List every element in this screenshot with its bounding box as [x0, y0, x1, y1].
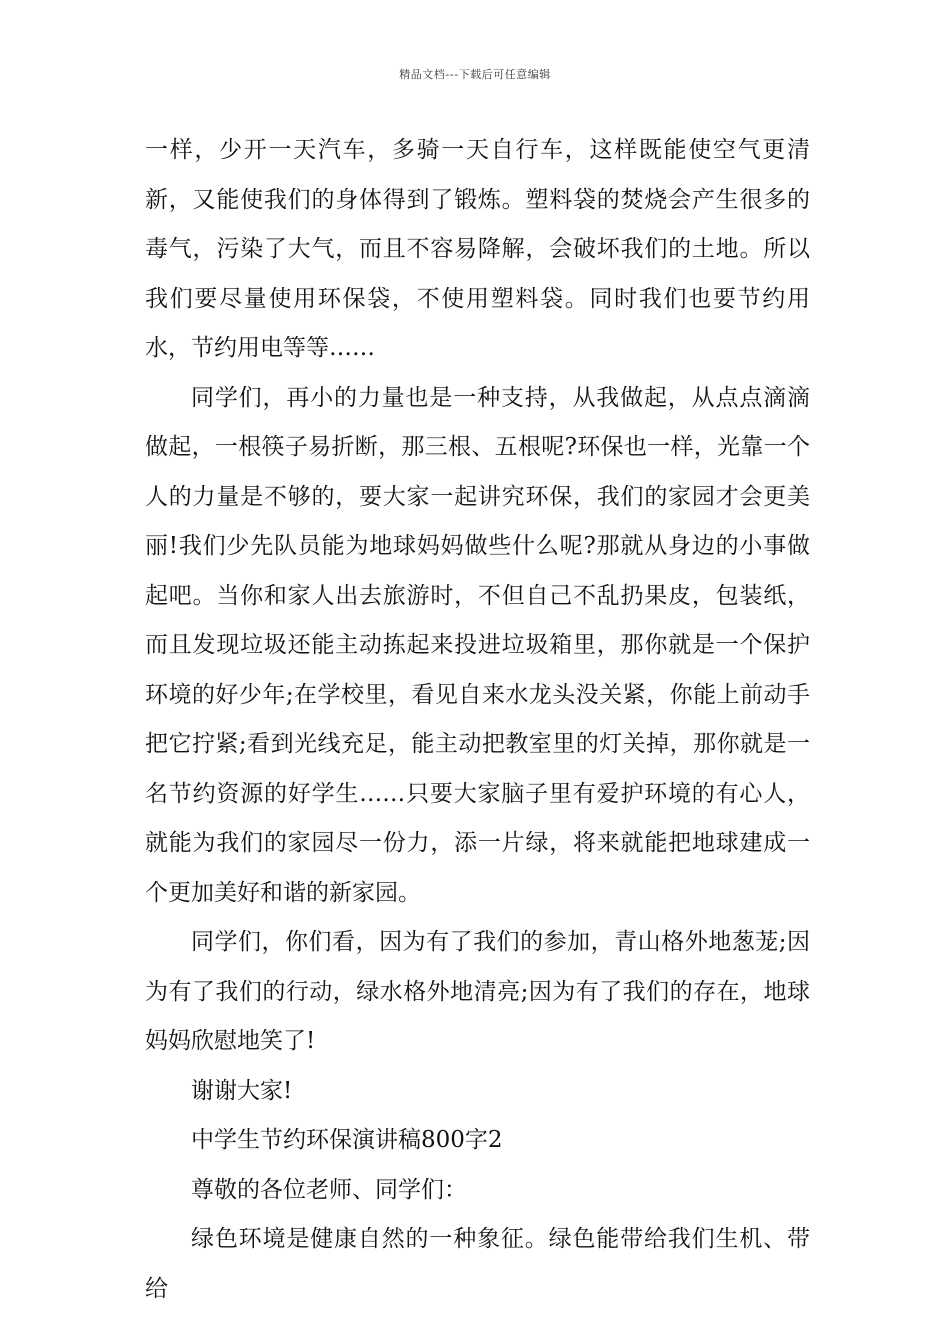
paragraph-3: 同学们，你们看，因为有了我们的参加，青山格外地葱茏;因为有了我们的行动，绿水格外地清亮;因为有了我们的存在，地球妈妈欣慰地笑了! [145, 929, 810, 1054]
paragraph-thanks: 谢谢大家! [191, 1077, 293, 1104]
salutation: 尊敬的各位老师、同学们： [191, 1176, 467, 1203]
document-body [145, 126, 810, 1314]
page-header: 精品文档---下载后可任意编辑 [399, 68, 551, 81]
paragraph-1: 一样，少开一天汽车，多骑一天自行车，这样既能使空气更清新，又能使我们的身体得到了锻炼。塑料袋的焚烧会产生很多的毒气，污染了大气，而且不容易降解，会破坏我们的土地。所以我们要尽量使用环保袋，不使用塑料袋。同时我们也要节约用水，节约用电等等…… [145, 137, 810, 361]
paragraph-2: 同学们，再小的力量也是一种支持，从我做起，从点点滴滴做起，一根筷子易折断，那三根、五根呢?环保也一样，光靠一个人的力量是不够的，要大家一起讲究环保，我们的家园才会更美丽!我们少先队员能为地球妈妈做些什么呢?那就从身边的小事做起吧。当你和家人出去旅游时，不但自己不乱扔果皮，包装纸，而且发现垃圾还能主动拣起来投进垃圾箱里，那你就是一个保护环境的好少年;在学校里，看见自来水龙头没关紧，你能上前动手把它拧紧;看到光线充足，能主动把教室里的灯关掉，那你就是一名节约资源的好学生……只要大家脑子里有爱护环境的有心人，就能为我们的家园尽一份力，添一片绿，将来就能把地球建成一个更加美好和谐的新家园。 [145, 384, 810, 906]
paragraph-4: 绿色环境是健康自然的一种象征。绿色能带给我们生机、带给 [145, 1226, 810, 1302]
section-title: 中学生节约环保演讲稿800字2 [191, 1127, 503, 1153]
